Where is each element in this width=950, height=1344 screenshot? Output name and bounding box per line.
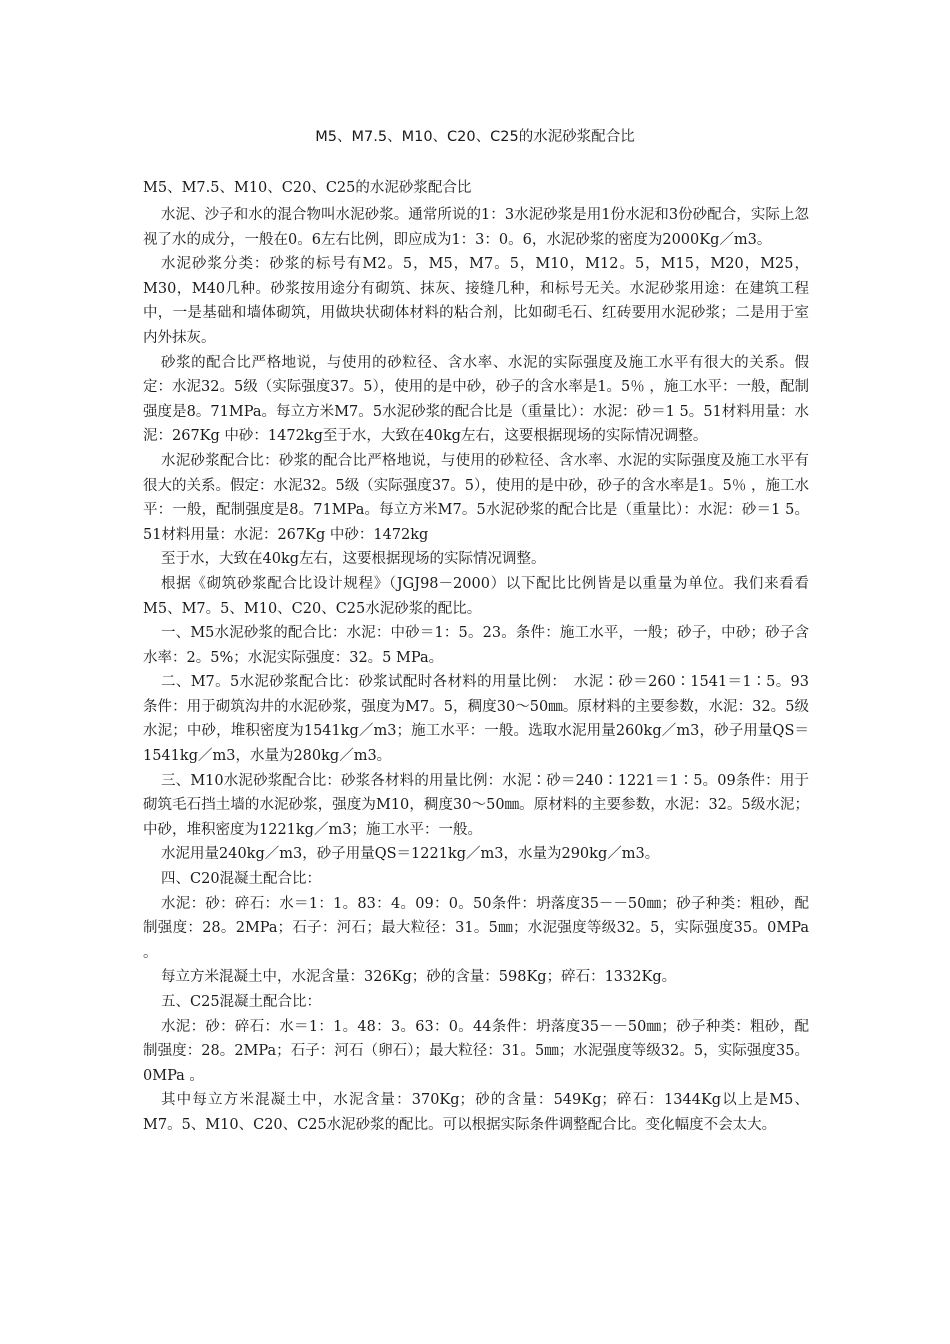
document-subtitle: M5、M7.5、M10、C20、C25的水泥砂浆配合比 [143, 180, 472, 196]
paragraph: 水泥：砂：碎石：水＝1：1。83：4。09：0。50条件：坍落度35－－50㎜；砂子种类：粗砂，配制强度：28。2MPa；石子：河石；最大粒径：31。5㎜；水泥强度等级32。5，实际强度35。0MPa 。 [143, 895, 809, 961]
paragraph: 根据《砌筑砂浆配合比设计规程》（JGJ98－2000）以下配比比例皆是以重量为单位。我们来看看M5、M7。5、M10、C20、C25水泥砂浆的配比。 [143, 575, 809, 617]
paragraph: 水泥用量240kg／m3，砂子用量QS＝1221kg／m3，水量为290kg／m3。 [161, 846, 660, 863]
section-heading: 五、C25混凝土配合比： [161, 994, 322, 1010]
paragraph: 水泥：砂：碎石：水＝1：1。48：3。63：0。44条件：坍落度35－－50㎜；砂子种类：粗砂，配制强度：28。2MPa；石子：河石（卵石）；最大粒径：31。5㎜；水泥强度等级32。5，实际强度35。0MPa 。 [143, 1018, 809, 1084]
paragraph: 砂浆的配合比严格地说，与使用的砂粒径、含水率、水泥的实际强度及施工水平有很大的关系。假定：水泥32。5级（实际强度37。5），使用的是中砂，砂子的含水率是1。5％ ，施工水平：一般，配制强度是8。71MPa。每立方米M7。5水泥砂浆的配合比是（重量比）：水泥：砂＝1 5。51材料用量：水泥：267Kg 中砂：1472kg至于水，大致在40kg左右，这要根据现场的实际情况调整。 [143, 354, 809, 445]
paragraph: 水泥砂浆分类：砂浆的标号有M2。5，M5，M7。5，M10，M12。5，M15，M20，M25，M30，M40几种。砂浆按用途分有砌筑、抹灰、接缝几种，和标号无关。水泥砂浆用途：在建筑工程中，一是基础和墙体砌筑，用做块状砌体材料的粘合剂，比如砌毛石、红砖要用水泥砂浆；二是用于室内外抹灰。 [143, 256, 809, 346]
paragraph: 每立方米混凝土中，水泥含量：326Kg；砂的含量：598Kg；碎石：1332Kg。 [161, 969, 677, 986]
document-title: M5、M7.5、M10、C20、C25的水泥砂浆配合比 [315, 129, 635, 145]
paragraph: 至于水，大致在40kg左右，这要根据现场的实际情况调整。 [161, 551, 546, 568]
document-body [143, 203, 809, 1138]
paragraph: 水泥、沙子和水的混合物叫水泥砂浆。通常所说的1：3水泥砂浆是用1份水泥和3份砂配合，实际上忽视了水的成分，一般在0。6左右比例，即应成为1：3：0。6，水泥砂浆的密度为2000Kg／m3。 [143, 207, 809, 248]
paragraph: 一、M5水泥砂浆的配合比：水泥：中砂＝1：5。23。条件：施工水平，一般；砂子，中砂；砂子含水率：2。5%；水泥实际强度：32。5 MPa。 [143, 625, 809, 666]
section-heading: 四、C20混凝土配合比： [161, 871, 322, 888]
paragraph: 三、M10水泥砂浆配合比：砂浆各材料的用量比例：水泥∶砂＝240∶1221＝1∶5。09条件：用于砌筑毛石挡土墙的水泥砂浆，强度为M10，稠度30～50㎜。原材料的主要参数，水泥：32。5级水泥；中砂，堆积密度为1221kg／m3；施工水平：一般。 [143, 772, 809, 838]
paragraph: 水泥砂浆配合比：砂浆的配合比严格地说，与使用的砂粒径、含水率、水泥的实际强度及施工水平有很大的关系。假定：水泥32。5级（实际强度37。5），使用的是中砂，砂子的含水率是1。5％ ，施工水平：一般，配制强度是8。71MPa。每立方米M7。5水泥砂浆的配合比是（重量比）：水泥：砂＝1 5。51材料用量：水泥：267Kg 中砂：1472kg [143, 452, 809, 543]
paragraph: 其中每立方米混凝土中，水泥含量：370Kg；砂的含量：549Kg；碎石：1344Kg以上是M5、M7。5、M10、C20、C25水泥砂浆的配比。可以根据实际条件调整配合比。变化幅度不会太大。 [143, 1092, 809, 1133]
paragraph: 二、M7。5水泥砂浆配合比：砂浆试配时各材料的用量比例： 水泥∶砂＝260∶1541＝1∶5。93条件：用于砌筑沟井的水泥砂浆，强度为M7。5，稠度30～50㎜。原材料的主要参数，水泥：32。5级水泥；中砂，堆积密度为1541kg／m3；施工水平：一般。选取水泥用量260kg／m3，砂子用量QS＝1541kg／m3，水量为280kg／m3。 [143, 674, 809, 765]
